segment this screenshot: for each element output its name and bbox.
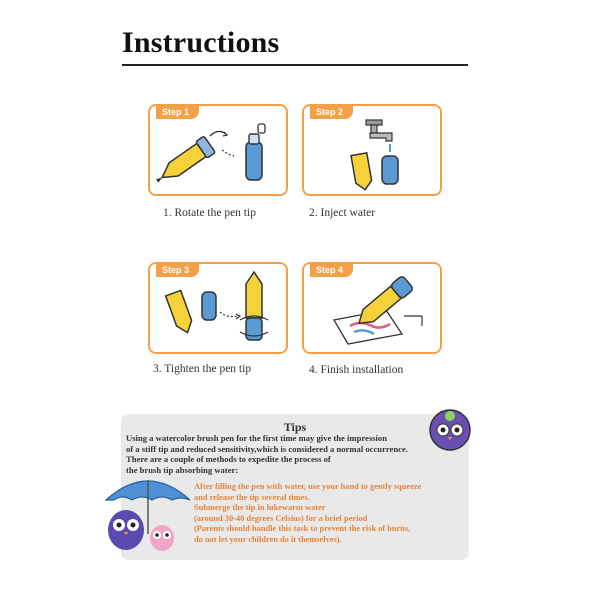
pen-tighten-icon [150, 264, 290, 356]
pen-rotate-icon [150, 106, 290, 198]
title-divider [122, 64, 468, 66]
pen-painting-icon [304, 264, 444, 356]
faucet-fill-icon [304, 106, 444, 198]
page-title: Instructions [122, 26, 280, 59]
tips-intro-line: Using a watercolor brush pen for the first time may give the impression [126, 433, 387, 443]
step-caption-3: 3. Tighten the pen tip [153, 363, 252, 375]
tips-intro-line: the brush tip absorbing water: [126, 464, 239, 475]
tips-method-line: and release the tip several times. [194, 492, 310, 502]
tips-method-line: (Parents should handle this task to prevent the risk of burns, [194, 524, 411, 534]
owl-umbrella-icon [100, 470, 196, 554]
tips-method-line: (around 30-40 degrees Celsius) for a brief period [194, 513, 368, 523]
step-badge-3: Step 3 [156, 263, 199, 277]
step-card-3 [148, 262, 288, 354]
tips-method-line: do not let your children do it themselves). [194, 534, 342, 544]
step-card-4 [302, 262, 442, 354]
tips-method-line: Submerge the tip in lukewarm water [194, 503, 326, 513]
tips-methods [194, 482, 466, 546]
tips-intro-line: of a stiff tip and reduced sensitivity,which is considered a normal occurrence. [126, 443, 408, 454]
step-badge-2: Step 2 [310, 105, 353, 119]
step-badge-1: Step 1 [156, 105, 199, 119]
step-card-1 [148, 104, 288, 196]
tips-intro-line: There are a couple of methods to expedite the process of [126, 454, 331, 465]
tips-title: Tips [283, 420, 307, 434]
step-caption-2: 2. Inject water [309, 207, 376, 219]
step-badge-4: Step 4 [310, 263, 353, 277]
step-caption-1: 1. Rotate the pen tip [163, 207, 256, 219]
step-card-2 [302, 104, 442, 196]
owl-corner-icon [428, 408, 472, 452]
step-caption-4: 4. Finish installation [309, 364, 404, 376]
tips-method-line: After filling the pen with water, use your hand to gently squeeze [194, 482, 422, 491]
